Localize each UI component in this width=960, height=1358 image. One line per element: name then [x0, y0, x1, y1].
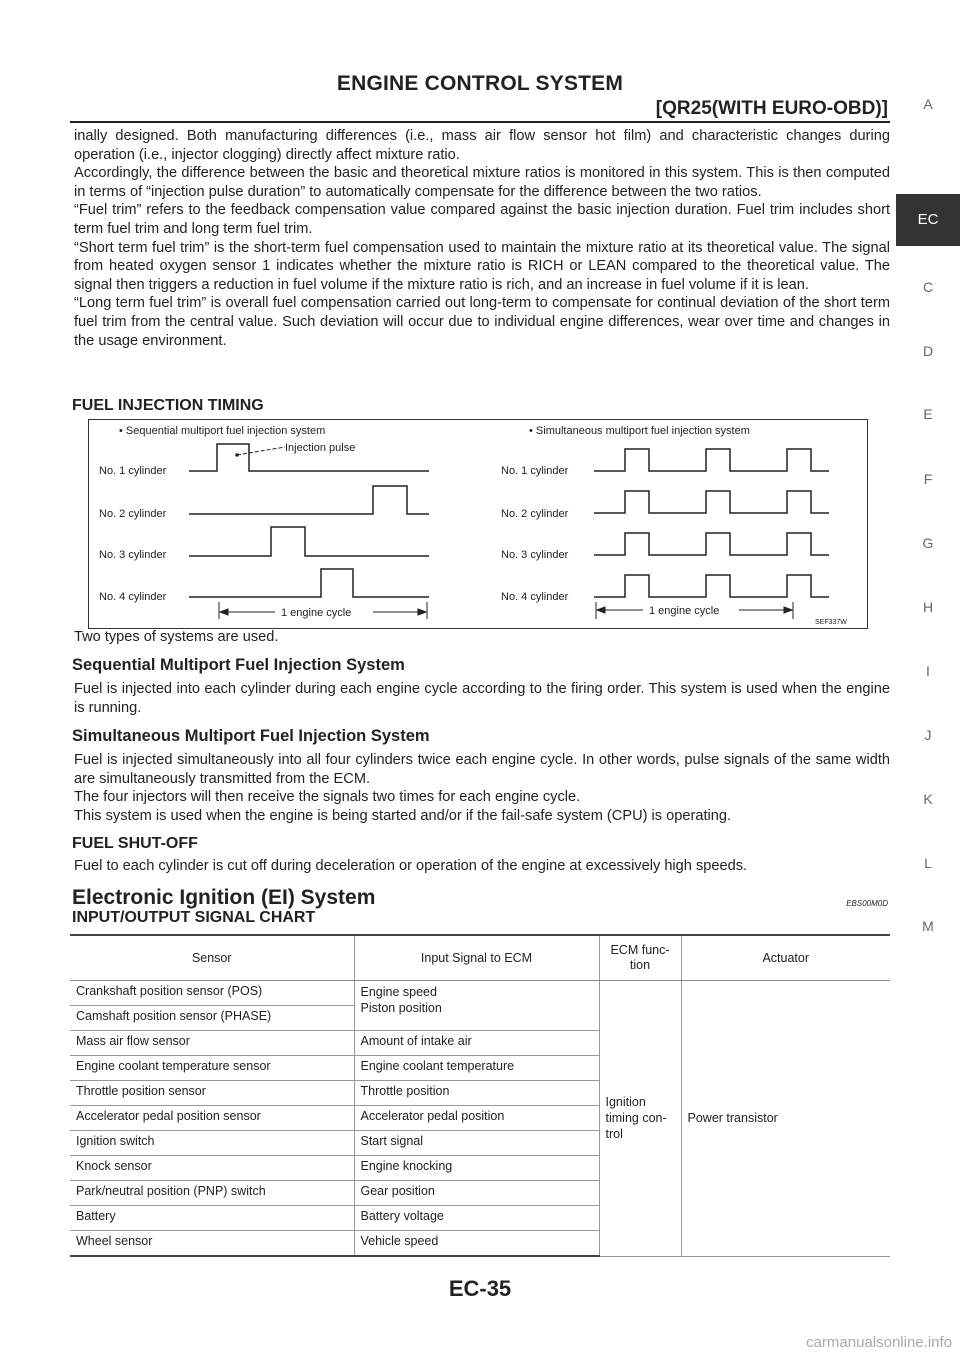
- sequential-system-title: • Sequential multiport fuel injection system: [119, 425, 326, 437]
- tab-j[interactable]: J: [924, 727, 932, 743]
- sim-cylinder-4-label: No. 4 cylinder: [501, 591, 569, 603]
- tab-i[interactable]: I: [926, 663, 930, 679]
- sensor-cell: Crankshaft position sensor (POS): [70, 981, 354, 1006]
- col-header-actuator: Actuator: [681, 935, 890, 981]
- diagram-code: SEF337W: [815, 619, 847, 626]
- col-header-function: ECM func-tion: [599, 935, 681, 981]
- tab-g[interactable]: G: [922, 535, 934, 551]
- sensor-cell: Park/neutral position (PNP) switch: [70, 1181, 354, 1206]
- sensor-cell: Ignition switch: [70, 1131, 354, 1156]
- sensor-cell: Accelerator pedal position sensor: [70, 1106, 354, 1131]
- input-signal-cell: Battery voltage: [354, 1206, 599, 1231]
- intro-paragraph: Accordingly, the difference between the basic and theoretical mixture ratios is monitored in this system. This is then computed in terms of “injection pulse duration” to automatically compensate for the difference between the two ratios.: [74, 165, 890, 200]
- intro-paragraph: “Short term fuel trim” is the short-term fuel compensation used to maintain the mixture ratio at its theoretical value. The signal from heated oxygen sensor 1 indicates whether the mixture ratio is RICH or LEAN compared to the theoretical value. The signal then triggers a reduction in fuel volume if the mixture ratio is rich, and an increase in fuel volume if it is lean.: [74, 239, 890, 293]
- seq-cylinder-2-waveform: [189, 486, 429, 514]
- seq-cylinder-4-label: No. 4 cylinder: [99, 591, 167, 603]
- simultaneous-line: The four injectors will then receive the signals two times for each engine cycle.: [74, 789, 581, 806]
- input-signal-cell: Engine knocking: [354, 1156, 599, 1181]
- sensor-cell: Battery: [70, 1206, 354, 1231]
- input-signal-cell: Vehicle speed: [354, 1231, 599, 1257]
- injection-pulse-dot: [235, 453, 239, 457]
- input-signal-cell: Start signal: [354, 1131, 599, 1156]
- tab-ec[interactable]: EC: [896, 194, 960, 246]
- seq-cylinder-4-waveform: [189, 569, 429, 597]
- section-tabs: [896, 0, 960, 1358]
- tab-d[interactable]: D: [922, 343, 934, 359]
- injection-timing-diagram: [88, 419, 868, 629]
- input-signal-cell: Gear position: [354, 1181, 599, 1206]
- sensor-cell: Engine coolant temperature sensor: [70, 1056, 354, 1081]
- sequential-heading: Sequential Multiport Fuel Injection System: [72, 656, 405, 674]
- ei-section-code: EBS00M0D: [846, 899, 888, 908]
- table-row: [70, 981, 890, 1006]
- sim-engine-cycle-label: 1 engine cycle: [649, 605, 720, 617]
- sensor-cell: Mass air flow sensor: [70, 1031, 354, 1056]
- seq-cylinder-2-label: No. 2 cylinder: [99, 508, 167, 520]
- fuel-shutoff-heading: FUEL SHUT-OFF: [72, 835, 198, 852]
- col-header-sensor: Sensor: [70, 935, 354, 981]
- intro-paragraph: inally designed. Both manufacturing differences (i.e., mass air flow sensor hot film) and characteristic changes during operation (i.e., injector clogging) directly affect mixture ratio.: [74, 128, 890, 163]
- sim-cycle-arrowhead-right: [784, 607, 792, 613]
- tab-c[interactable]: C: [922, 279, 934, 295]
- page-number: EC-35: [448, 1276, 512, 1301]
- sim-cylinder-4-waveform: [594, 575, 829, 597]
- io-signal-table: [70, 934, 890, 1257]
- input-signal-cell: Engine coolant temperature: [354, 1056, 599, 1081]
- simultaneous-line: This system is used when the engine is being started and/or if the fail-safe system (CPU) is operating.: [74, 807, 732, 824]
- injection-pulse-leader: [237, 447, 285, 455]
- page-subtitle: [QR25(WITH EURO-OBD)]: [655, 98, 888, 119]
- tab-a[interactable]: A: [923, 96, 933, 112]
- ecm-function-cell: Ignition timing con-trol: [599, 981, 681, 1257]
- timing-note: Two types of systems are used.: [74, 629, 279, 645]
- fuel-injection-timing-heading: FUEL INJECTION TIMING: [72, 397, 264, 414]
- seq-cylinder-3-waveform: [189, 527, 429, 556]
- simultaneous-line: Fuel is injected simultaneously into all four cylinders twice each engine cycle. In other words, pulse signals of the same width are simultaneously transmitted from the ECM.: [74, 752, 890, 787]
- sim-cylinder-1-label: No. 1 cylinder: [501, 465, 569, 477]
- sim-cylinder-3-waveform: [594, 533, 829, 555]
- seq-cycle-arrowhead-right: [418, 609, 426, 615]
- fuel-shutoff-text: Fuel to each cylinder is cut off during deceleration or operation of the engine at excessively high speeds.: [74, 858, 748, 874]
- intro-paragraph: “Fuel trim” refers to the feedback compensation value compared against the basic injection duration. Fuel trim includes short term fuel trim and long term fuel trim.: [74, 202, 890, 237]
- sensor-cell: Wheel sensor: [70, 1231, 354, 1257]
- signal-chart-heading: INPUT/OUTPUT SIGNAL CHART: [72, 909, 316, 926]
- sensor-cell: Throttle position sensor: [70, 1081, 354, 1106]
- seq-cylinder-1-label: No. 1 cylinder: [99, 465, 167, 477]
- input-signal-cell: Engine speed Piston position: [354, 981, 599, 1031]
- sim-cylinder-3-label: No. 3 cylinder: [501, 549, 569, 561]
- simultaneous-heading: Simultaneous Multiport Fuel Injection System: [72, 727, 430, 745]
- seq-cylinder-3-label: No. 3 cylinder: [99, 549, 167, 561]
- simultaneous-system-title: • Simultaneous multiport fuel injection system: [529, 425, 750, 437]
- sim-cylinder-2-waveform: [594, 491, 829, 513]
- tab-k[interactable]: K: [923, 791, 933, 807]
- tab-e[interactable]: E: [923, 406, 933, 422]
- tab-h[interactable]: H: [922, 599, 934, 615]
- sim-cycle-arrowhead-left: [597, 607, 605, 613]
- intro-text: [74, 127, 890, 350]
- watermark: carmanualsonline.info: [806, 1334, 952, 1351]
- seq-cycle-arrowhead-left: [220, 609, 228, 615]
- sequential-text: Fuel is injected into each cylinder during each engine cycle according to the firing order. This system is used when the engine is running.: [74, 681, 890, 716]
- tab-m[interactable]: M: [922, 918, 934, 934]
- ei-system-heading: Electronic Ignition (EI) System: [72, 886, 376, 909]
- sim-cylinder-2-label: No. 2 cylinder: [501, 508, 569, 520]
- col-header-input: Input Signal to ECM: [354, 935, 599, 981]
- tab-f[interactable]: F: [923, 471, 933, 487]
- injection-pulse-label: Injection pulse: [285, 442, 356, 454]
- table-header-row: [70, 935, 890, 981]
- header-rule: [70, 121, 890, 123]
- seq-engine-cycle-label: 1 engine cycle: [281, 607, 352, 619]
- tab-l[interactable]: L: [924, 855, 932, 871]
- sensor-cell: Camshaft position sensor (PHASE): [70, 1006, 354, 1031]
- actuator-cell: Power transistor: [681, 981, 890, 1257]
- input-signal-cell: Throttle position: [354, 1081, 599, 1106]
- input-signal-cell: Amount of intake air: [354, 1031, 599, 1056]
- input-signal-cell: Accelerator pedal position: [354, 1106, 599, 1131]
- sim-cylinder-1-waveform: [594, 449, 829, 471]
- intro-paragraph: “Long term fuel trim” is overall fuel compensation carried out long-term to compensate for continual deviation of the short term fuel trim from the central value. Such deviation will occur due to individual engine differences, wear over time and changes in the usage environment.: [74, 295, 890, 349]
- sensor-cell: Knock sensor: [70, 1156, 354, 1181]
- page-title: ENGINE CONTROL SYSTEM: [336, 72, 624, 95]
- simultaneous-text: [74, 751, 890, 825]
